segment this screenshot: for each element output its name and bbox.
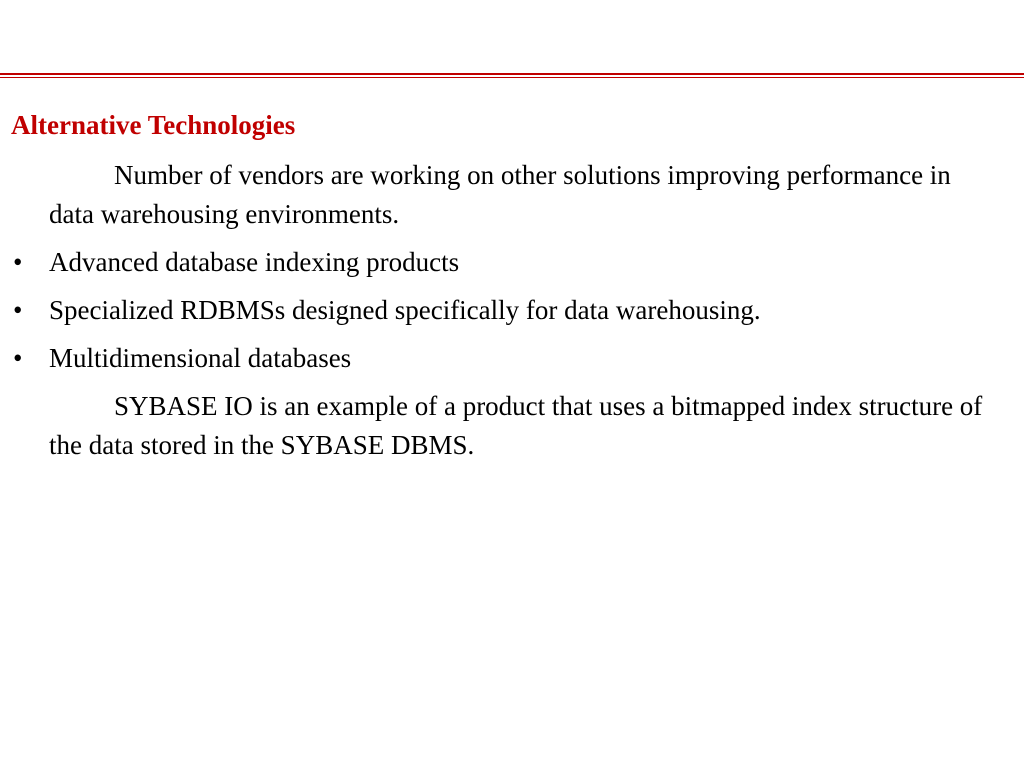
bullet-text: Advanced database indexing products bbox=[49, 247, 460, 277]
header-rule-thin bbox=[0, 77, 1024, 78]
header-rule-thick bbox=[0, 73, 1024, 75]
bullet-icon: • bbox=[13, 343, 23, 373]
slide-title: Alternative Technologies bbox=[11, 110, 296, 140]
bullet-item bbox=[13, 339, 989, 378]
closing-paragraph: SYBASE IO is an example of a product that uses a bitmapped index structure of the data stored in the SYBASE DBMS. bbox=[49, 391, 983, 460]
bullet-item bbox=[13, 291, 989, 330]
intro-paragraph: Number of vendors are working on other solutions improving performance in data warehousing environments. bbox=[49, 160, 951, 229]
bullet-item bbox=[13, 243, 989, 282]
bullet-list bbox=[13, 243, 989, 378]
bullet-text: Multidimensional databases bbox=[49, 343, 352, 373]
bullet-icon: • bbox=[13, 295, 23, 325]
bullet-text: Specialized RDBMSs designed specifically for data warehousing. bbox=[49, 295, 761, 325]
bullet-icon: • bbox=[13, 247, 23, 277]
slide-body bbox=[13, 156, 989, 474]
